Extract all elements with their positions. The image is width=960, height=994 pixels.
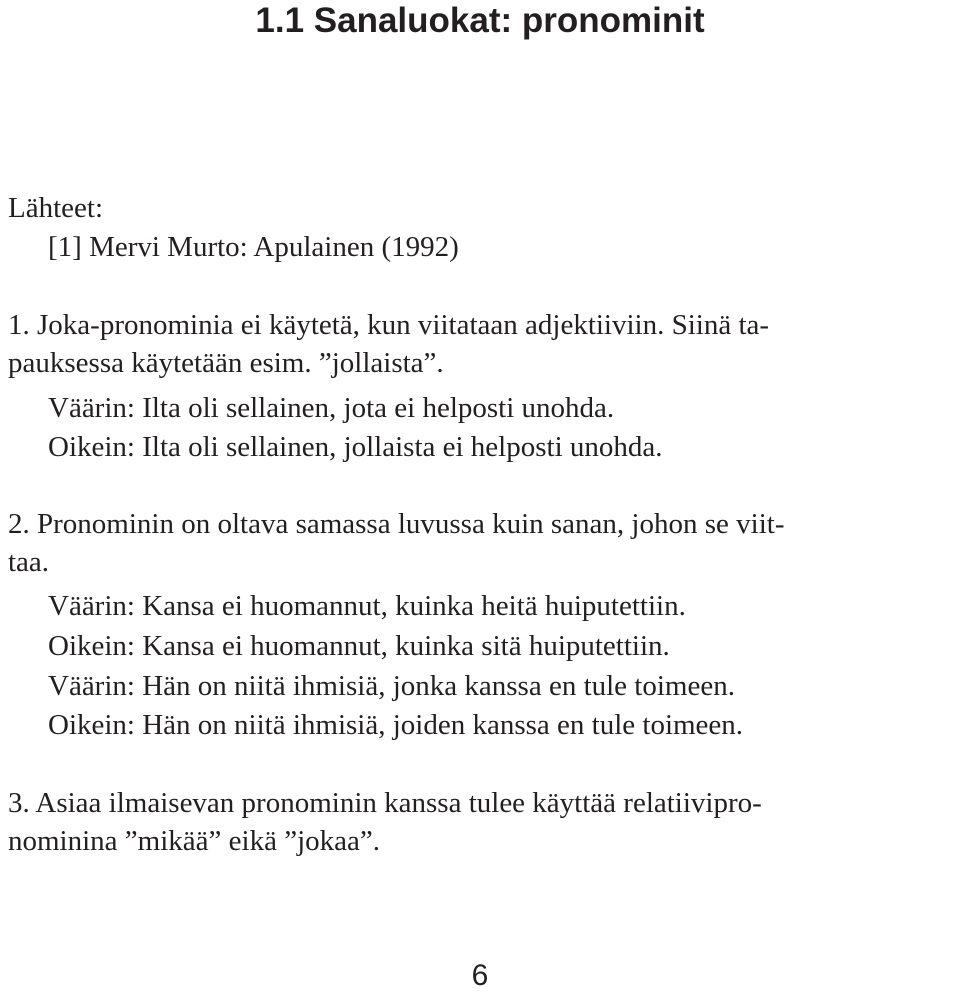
- page-number: 6: [471, 959, 489, 992]
- example-wrong: Väärin: Kansa ei huomannut, kuinka heitä huiputettiin.: [48, 590, 686, 622]
- source-item: [1] Mervi Murto: Apulainen (1992): [48, 231, 459, 263]
- rule-text-line: 1. Joka-pronominia ei käytetä, kun viitataan adjektiiviin. Siinä ta-: [8, 309, 770, 341]
- example-correct: Oikein: Kansa ei huomannut, kuinka sitä huiputettiin.: [48, 630, 670, 662]
- page-title: 1.1 Sanaluokat: pronominit: [255, 1, 705, 40]
- sources-heading: Lähteet:: [8, 192, 104, 224]
- example-correct: Oikein: Hän on niitä ihmisiä, joiden kanssa en tule toimeen.: [48, 709, 744, 741]
- rule-text-line: taa.: [8, 546, 50, 578]
- example-wrong: Väärin: Ilta oli sellainen, jota ei helposti unohda.: [48, 392, 615, 424]
- rule-text-line: pauksessa käytetään esim. ”jollaista”.: [8, 347, 444, 379]
- example-correct: Oikein: Ilta oli sellainen, jollaista ei helposti unohda.: [48, 431, 663, 463]
- rule-text-line: 3. Asiaa ilmaisevan pronominin kanssa tulee käyttää relatiivipro-: [8, 787, 762, 819]
- example-wrong: Väärin: Hän on niitä ihmisiä, jonka kanssa en tule toimeen.: [48, 670, 735, 702]
- rule-text-line: nominina ”mikää” eikä ”jokaa”.: [8, 825, 380, 857]
- rule-text-line: 2. Pronominin on oltava samassa luvussa kuin sanan, johon se viit-: [8, 508, 785, 540]
